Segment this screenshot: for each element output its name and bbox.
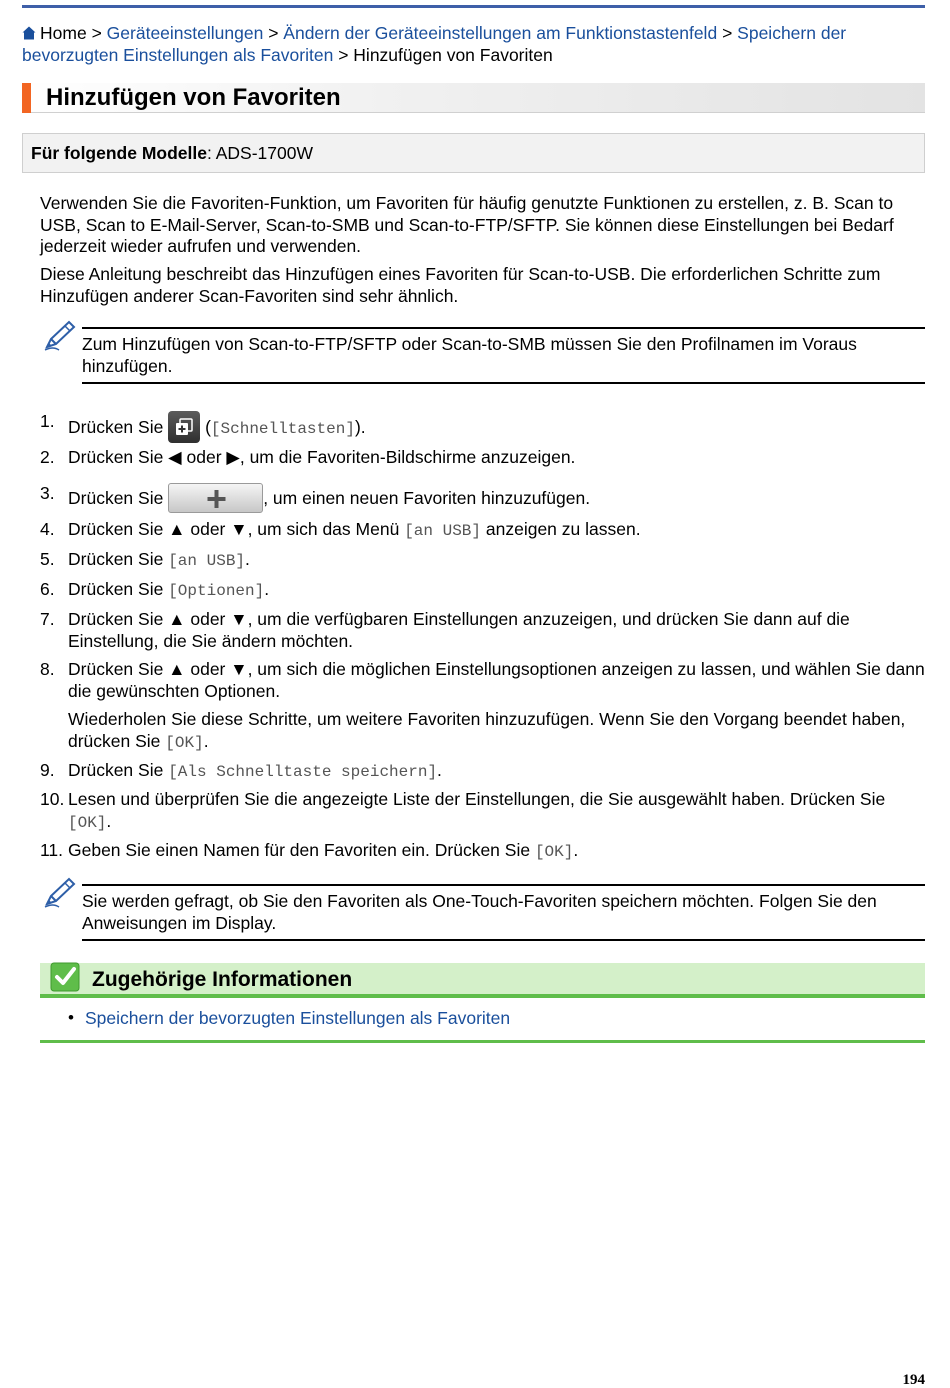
step-text: Wiederholen Sie diese Schritte, um weitere Favoriten hinzuzufügen. Wenn Sie den Vorgang beendet haben, drücken Sie	[68, 709, 906, 751]
step-text: anzeigen zu lassen.	[485, 519, 641, 539]
title-accent	[22, 83, 31, 113]
breadcrumb-sep: >	[338, 45, 349, 65]
ui-label-shortcuts: [Schnelltasten]	[210, 420, 355, 438]
step-text: .	[245, 549, 250, 569]
step-text: ).	[354, 417, 366, 437]
related-info-header	[40, 963, 925, 998]
step-text: .	[437, 760, 442, 780]
step-text: .	[106, 810, 112, 831]
title-bar	[22, 83, 925, 113]
breadcrumb-link-favorites-b[interactable]: bevorzugten Einstellungen als Favoriten	[22, 45, 334, 65]
step-number: 6.	[40, 579, 55, 599]
step-paren-open: (	[200, 417, 211, 437]
models-box	[22, 133, 925, 173]
note-2-text: Sie werden gefragt, ob Sie den Favoriten als One-Touch-Favoriten speichern möchten. Folgen Sie den Anweisungen im Display.	[82, 884, 925, 941]
page-title: Hinzufügen von Favoriten	[46, 84, 341, 111]
breadcrumb	[22, 22, 925, 66]
related-link-item	[85, 1008, 510, 1029]
step-text: .	[573, 840, 579, 860]
page-number: 194	[902, 1372, 925, 1388]
home-icon	[22, 26, 36, 40]
step-text: , um einen neuen Favoriten hinzuzufügen.	[263, 488, 591, 508]
ui-label-options: [Optionen]	[168, 582, 265, 600]
step-number: 5.	[40, 549, 55, 569]
step-text: Drücken Sie	[68, 549, 164, 569]
step-number: 4.	[40, 519, 55, 539]
step-text: Drücken Sie ▲ oder ▼, um die verfügbaren Einstellungen anzuzeigen, und drücken Sie dann auf die Einstellung, die Sie ändern möchten.	[68, 609, 850, 651]
step-number: 10.	[40, 789, 65, 809]
step-text: Drücken Sie	[68, 760, 164, 780]
note-1-text: Zum Hinzufügen von Scan-to-FTP/SFTP oder Scan-to-SMB müssen Sie den Profilnamen im Voraus hinzufügen.	[82, 327, 925, 384]
step-number: 9.	[40, 760, 55, 780]
step-text: Lesen und überprüfen Sie die angezeigte Liste der Einstellungen, die Sie ausgewählt haben. Drücken Sie	[68, 789, 886, 809]
ui-label-usb: [an USB]	[404, 522, 481, 540]
step-number: 11.	[40, 840, 64, 860]
related-info-title: Zugehörige Informationen	[92, 968, 353, 991]
top-rule	[22, 5, 925, 8]
note-2	[40, 884, 925, 941]
step-text: Drücken Sie	[68, 579, 164, 599]
step-number: 7.	[40, 609, 55, 629]
step-number: 3.	[40, 483, 55, 503]
note-1	[40, 327, 925, 384]
breadcrumb-link-favorites-a[interactable]: Speichern der	[737, 23, 847, 43]
step-number: 2.	[40, 447, 55, 467]
step-text: .	[203, 730, 209, 751]
ui-label-ok: [OK]	[68, 813, 107, 832]
note-pencil-icon	[43, 876, 77, 910]
step-text: Drücken Sie ▲ oder ▼, um sich das Menü	[68, 519, 400, 539]
note-pencil-icon	[43, 319, 77, 353]
breadcrumb-link-panel[interactable]: Ändern der Geräteeinstellungen am Funktionstastenfeld	[283, 23, 718, 43]
breadcrumb-sep: >	[268, 23, 279, 43]
checkmark-icon	[50, 962, 80, 992]
breadcrumb-home[interactable]: Home	[40, 23, 87, 43]
models-value: : ADS-1700W	[206, 143, 314, 163]
ui-label-ok: [OK]	[534, 843, 574, 861]
step-text: Drücken Sie	[68, 488, 164, 508]
breadcrumb-current: Hinzufügen von Favoriten	[353, 45, 553, 65]
related-link[interactable]: Speichern der bevorzugten Einstellungen als Favoriten	[85, 1008, 511, 1028]
breadcrumb-sep: >	[91, 23, 102, 43]
ui-label-ok: [OK]	[165, 733, 204, 752]
models-label: Für folgende Modelle	[31, 143, 207, 163]
list-bullet: •	[68, 1008, 74, 1027]
step-text: .	[264, 579, 270, 599]
breadcrumb-sep: >	[722, 23, 733, 43]
step-text: Drücken Sie ▲ oder ▼, um sich die möglichen Einstellungsoptionen anzeigen zu lassen, und wählen Sie dann die gewünschten Optionen.	[68, 659, 925, 701]
step-number: 1.	[40, 411, 55, 431]
step-text: Drücken Sie ◀ oder ▶, um die Favoriten-Bildschirme anzuzeigen.	[68, 447, 576, 467]
intro-paragraph-2: Diese Anleitung beschreibt das Hinzufügen eines Favoriten für Scan-to-USB. Die erforderlichen Schritte zum Hinzufügen anderer Scan-Favoriten sind sehr ähnlich.	[40, 264, 881, 306]
step-text: Drücken Sie	[68, 417, 164, 437]
step-number: 8.	[40, 659, 55, 679]
intro-paragraph-1: Verwenden Sie die Favoriten-Funktion, um Favoriten für häufig genutzte Funktionen zu erstellen, z. B. Scan to USB, Scan to E-Mail-Server, Scan-to-SMB und Scan-to-FTP/SFTP. Sie können diese Einstellungen bei Bedarf jederzeit wieder aufrufen und verwenden.	[40, 193, 894, 256]
related-info-bottom-rule	[40, 1040, 925, 1043]
plus-button-icon	[168, 483, 263, 513]
ui-label-save-shortcut: [Als Schnelltaste speichern]	[168, 763, 438, 781]
ui-label-usb: [an USB]	[168, 552, 246, 570]
breadcrumb-link-settings[interactable]: Geräteeinstellungen	[106, 23, 264, 43]
shortcuts-button-icon	[168, 411, 200, 443]
step-text: Geben Sie einen Namen für den Favoriten ein. Drücken Sie	[68, 840, 531, 860]
